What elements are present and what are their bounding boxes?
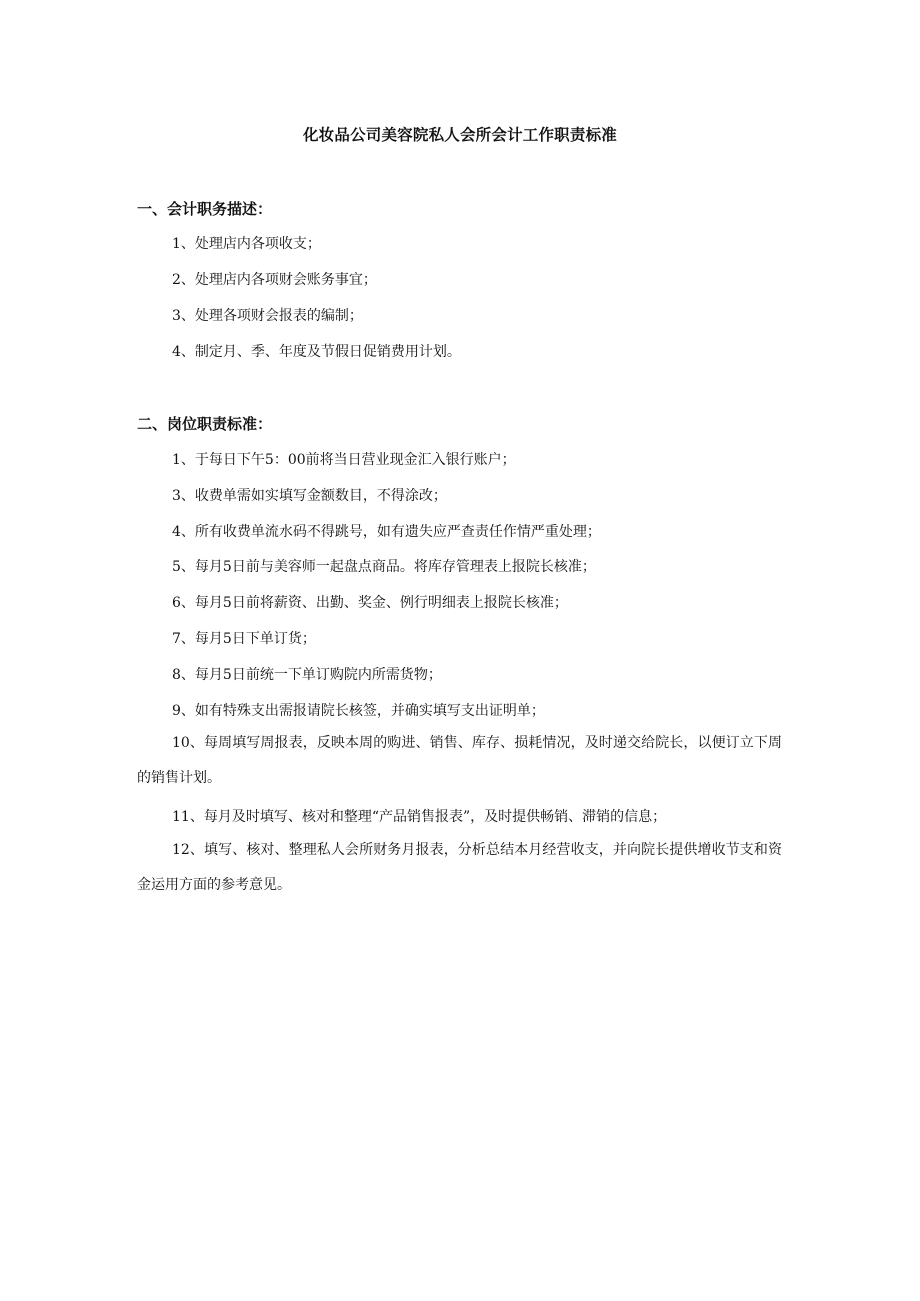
section-2-item-10: 10、每周填写周报表，反映本周的购进、销售、库存、损耗情况，及时递交给院长，以便订立下周的销售计划。 (137, 735, 782, 786)
section-2-heading: 二、岗位职责标准： (137, 415, 273, 433)
section-1-item-3: 3、处理各项财会报表的编制； (172, 308, 363, 324)
section-2-item-1: 1、于每日下午5：00前将当日营业现金汇入银行账户； (172, 452, 516, 468)
section-2-item-4: 4、所有收费单流水码不得跳号，如有遗失应严查责任作情严重处理； (172, 524, 601, 540)
section-2-item-3: 3、收费单需如实填写金额数目，不得涂改； (172, 488, 447, 504)
section-1-heading: 一、会计职务描述： (137, 200, 273, 218)
section-1-item-2: 2、处理店内各项财会账务事宜； (172, 272, 377, 288)
section-1-item-4: 4、制定月、季、年度及节假日促销费用计划。 (172, 344, 461, 360)
section-2-item-5: 5、每月5日前与美容师一起盘点商品。将库存管理表上报院长核准； (172, 559, 596, 575)
section-2-item-11: 11、每月及时填写、核对和整理“产品销售报表”，及时提供畅销、滞销的信息； (172, 809, 667, 825)
section-2-item-8: 8、每月5日前统一下单订购院内所需货物； (172, 667, 442, 683)
section-2-item-12: 12、填写、核对、整理私人会所财务月报表，分析总结本月经营收支，并向院长提供增收节支和资金运用方面的参考意见。 (137, 842, 782, 893)
section-2-item-6: 6、每月5日前将薪资、出勤、奖金、例行明细表上报院长核准； (172, 595, 568, 611)
section-2-item-9: 9、如有特殊支出需报请院长核签，并确实填写支出证明单； (172, 703, 545, 719)
section-2-item-7: 7、每月5日下单订货； (172, 631, 316, 647)
section-1-item-1: 1、处理店内各项收支； (172, 236, 321, 252)
document-title: 化妆品公司美容院私人会所会计工作职责标准 (302, 126, 617, 144)
